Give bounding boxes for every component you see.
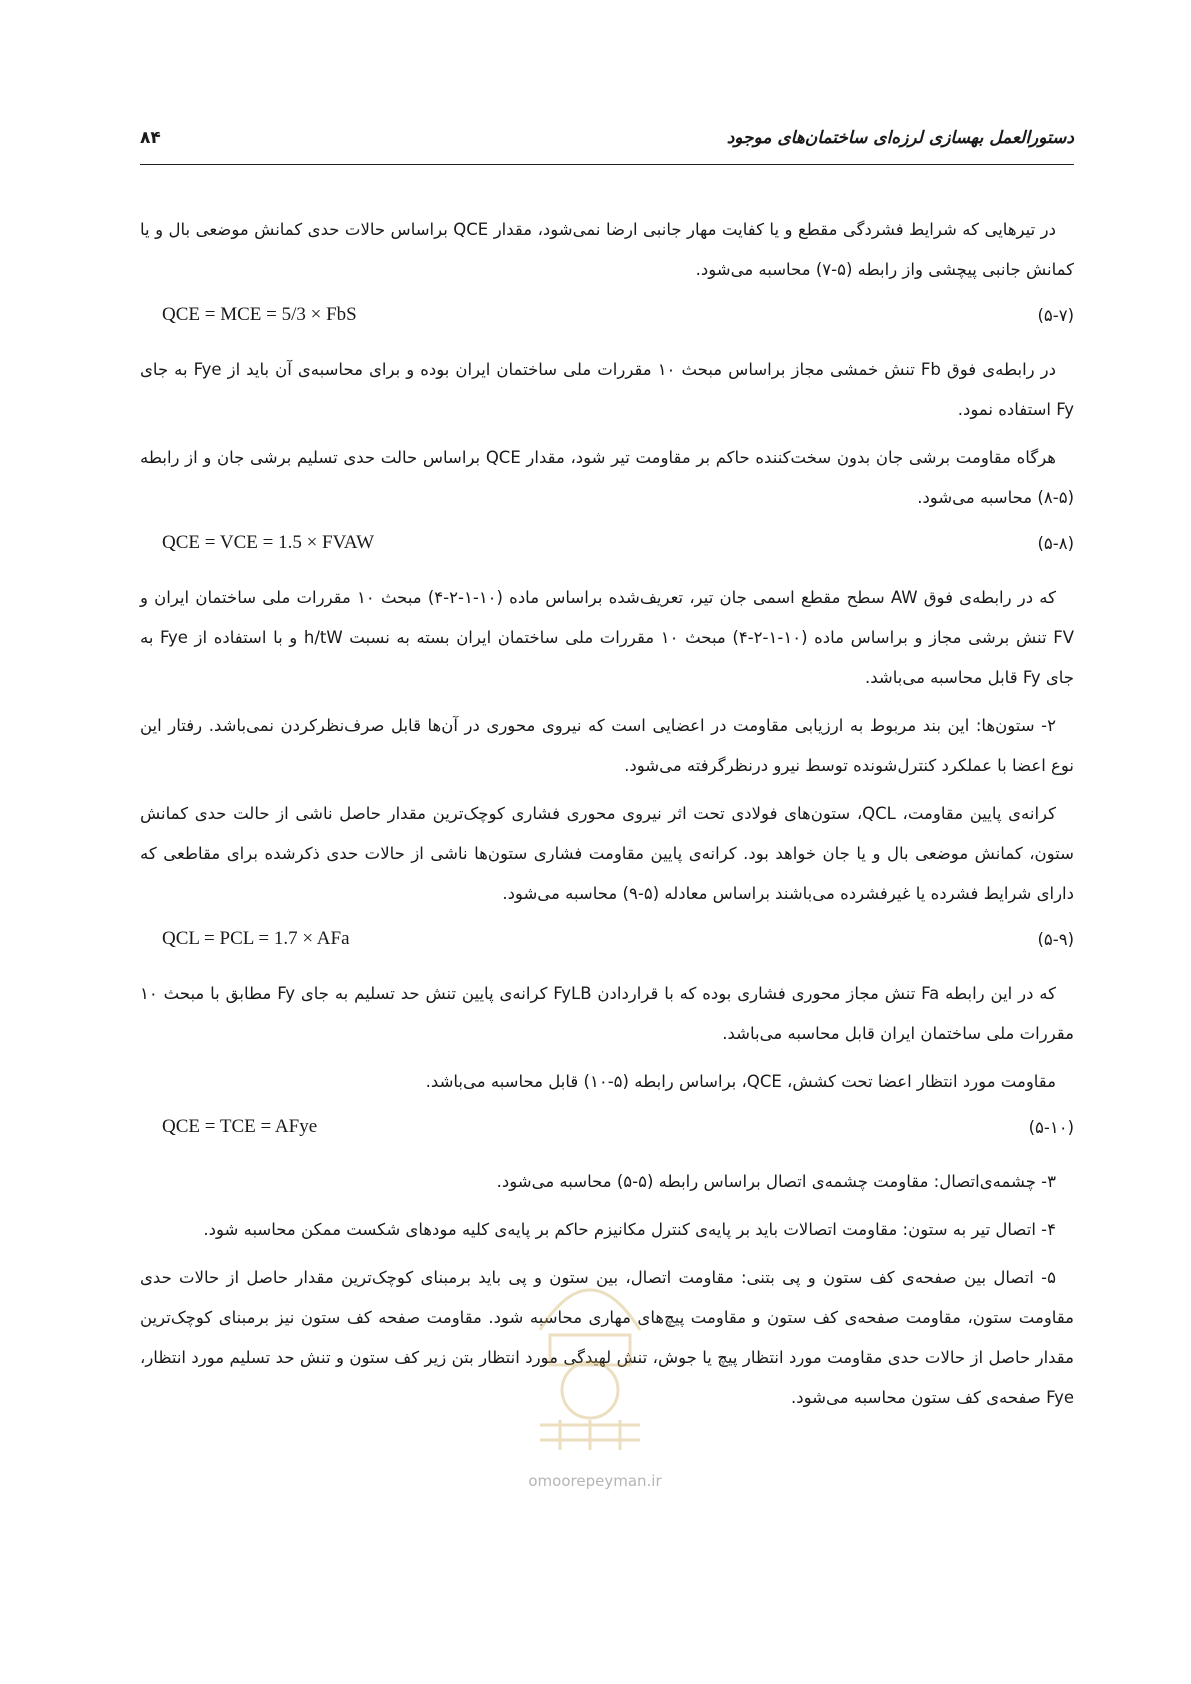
- paragraph-beam-stability: در تیرهایی که شرایط فشردگی مقطع و یا کفایت مهار جانبی ارضا نمی‌شود، مقدار QCE براساس حالات حدی کمانش موضعی بال و یا کمانش جانبی پیچشی واز رابطه (۵-۷) محاسبه می‌شود.: [140, 220, 1074, 279]
- equation-5-7-formula: QCE = MCE = 5/3 × FbS: [162, 304, 357, 325]
- paragraph-aw-definition: که در رابطه‌ی فوق AW سطح مقطع اسمی جان تیر، تعریف‌شده براساس ماده (۱۰-۱-۲-۴) مبحث ۱۰ مقررات ملی ساختمان ایران و FV تنش برشی مجاز و براساس ماده (۱۰-۱-۲-۴) مبحث ۱۰ مقررات ملی ساختمان ایران بسته به نسبت h/tW و با استفاده از Fye به جای Fy قابل محاسبه می‌باشد.: [140, 588, 1075, 687]
- paragraph-tension: مقاومت مورد انتظار اعضا تحت کشش، QCE، براساس رابطه (۵-۱۰) قابل محاسبه می‌باشد.: [425, 1072, 1056, 1091]
- watermark-site-label: omoorepeyman.ir: [528, 1472, 662, 1490]
- header-title: دستورالعمل بهسازی لرزه‌ای ساختمان‌های موجود: [726, 128, 1074, 148]
- page-header: [140, 128, 1074, 158]
- paragraph-fa-definition: که در این رابطه Fa تنش مجاز محوری فشاری بوده که با قراردادن FyLB کرانه‌ی پایین تنش حد تسلیم به جای Fy مطابق با مبحث ۱۰ مقررات ملی ساختمان ایران قابل محاسبه می‌باشد.: [140, 984, 1074, 1043]
- seal-watermark-icon: [520, 1240, 660, 1460]
- equation-5-8: [140, 526, 1074, 570]
- paragraph-panel-zone: ۳- چشمه‌ی‌اتصال: مقاومت چشمه‌ی اتصال براساس رابطه (۵-۵) محاسبه می‌شود.: [496, 1172, 1056, 1191]
- paragraph-web-shear: هرگاه مقاومت برشی جان بدون سخت‌کننده حاکم بر مقاومت تیر شود، مقدار QCE براساس حالت حدی تسلیم برشی جان و از رابطه (۵-۸) محاسبه می‌شود.: [140, 448, 1074, 507]
- equation-5-9-formula: QCL = PCL = 1.7 × AFa: [162, 928, 350, 949]
- equation-5-10-formula: QCE = TCE = AFye: [162, 1116, 318, 1137]
- equation-5-8-number: (۵-۸): [1037, 534, 1074, 553]
- paragraph-base-plate: ۵- اتصال بین صفحه‌ی کف ستون و پی بتنی: مقاومت اتصال، بین ستون و پی باید برمبنای کوچک‌ترین مقدار حاصل از حالات حدی مقاومت ستون، مقاومت صفحه‌ی کف ستون و مقاومت پیچ‌های مهاری محاسبه شود. مقاومت صفحه کف ستون نیز برمبنای کوچک‌ترین مقدار حاصل از حالات حدی مقاومت مورد انتظار پیچ یا جوش، تنش لهیدگی مورد انتظار بتن زیر کف ستون و تنش حد تسلیم مورد انتظار، Fye صفحه‌ی کف ستون محاسبه می‌شود.: [140, 1268, 1074, 1407]
- equation-5-10-number: (۵-۱۰): [1028, 1118, 1074, 1137]
- equation-5-10: [140, 1110, 1074, 1154]
- paragraph-column-lower-bound: کرانه‌ی پایین مقاومت، QCL، ستون‌های فولادی تحت اثر نیروی محوری فشاری کوچک‌ترین مقدار حاصل ناشی از حالت حدی کمانش ستون، کمانش موضعی بال و یا جان خواهد بود. کرانه‌ی پایین مقاومت فشاری ستون‌ها ناشی از حالات حدی ذکرشده برای مقاطعی که دارای شرایط فشرده یا غیرفشرده می‌باشند براساس معادله (۵-۹) محاسبه می‌شود.: [140, 804, 1074, 903]
- page-number: ۸۴: [140, 128, 161, 148]
- equation-5-8-formula: QCE = VCE = 1.5 × FVAW: [162, 532, 375, 553]
- equation-5-7: [140, 298, 1074, 342]
- header-rule: [140, 164, 1074, 165]
- equation-5-7-number: (۵-۷): [1037, 306, 1074, 325]
- equation-5-9-number: (۵-۹): [1037, 930, 1074, 949]
- paragraph-beam-column-connection: ۴- اتصال تیر به ستون: مقاومت اتصالات باید بر پایه‌ی کنترل مکانیزم حاکم بر پایه‌ی کلیه مودهای شکست ممکن محاسبه شود.: [203, 1220, 1056, 1239]
- paragraph-fb-definition: در رابطه‌ی فوق Fb تنش خمشی مجاز براساس مبحث ۱۰ مقررات ملی ساختمان ایران بوده و برای محاسبه‌ی آن باید از Fye به جای Fy استفاده نمود.: [140, 360, 1074, 419]
- paragraph-columns: ۲- ستون‌ها: این بند مربوط به ارزیابی مقاومت در اعضایی است که نیروی محوری در آن‌ها قابل صرف‌نظرکردن نمی‌باشد. رفتار این نوع اعضا با عملکرد کنترل‌شونده توسط نیرو درنظرگرفته می‌شود.: [140, 716, 1074, 775]
- equation-5-9: [140, 922, 1074, 966]
